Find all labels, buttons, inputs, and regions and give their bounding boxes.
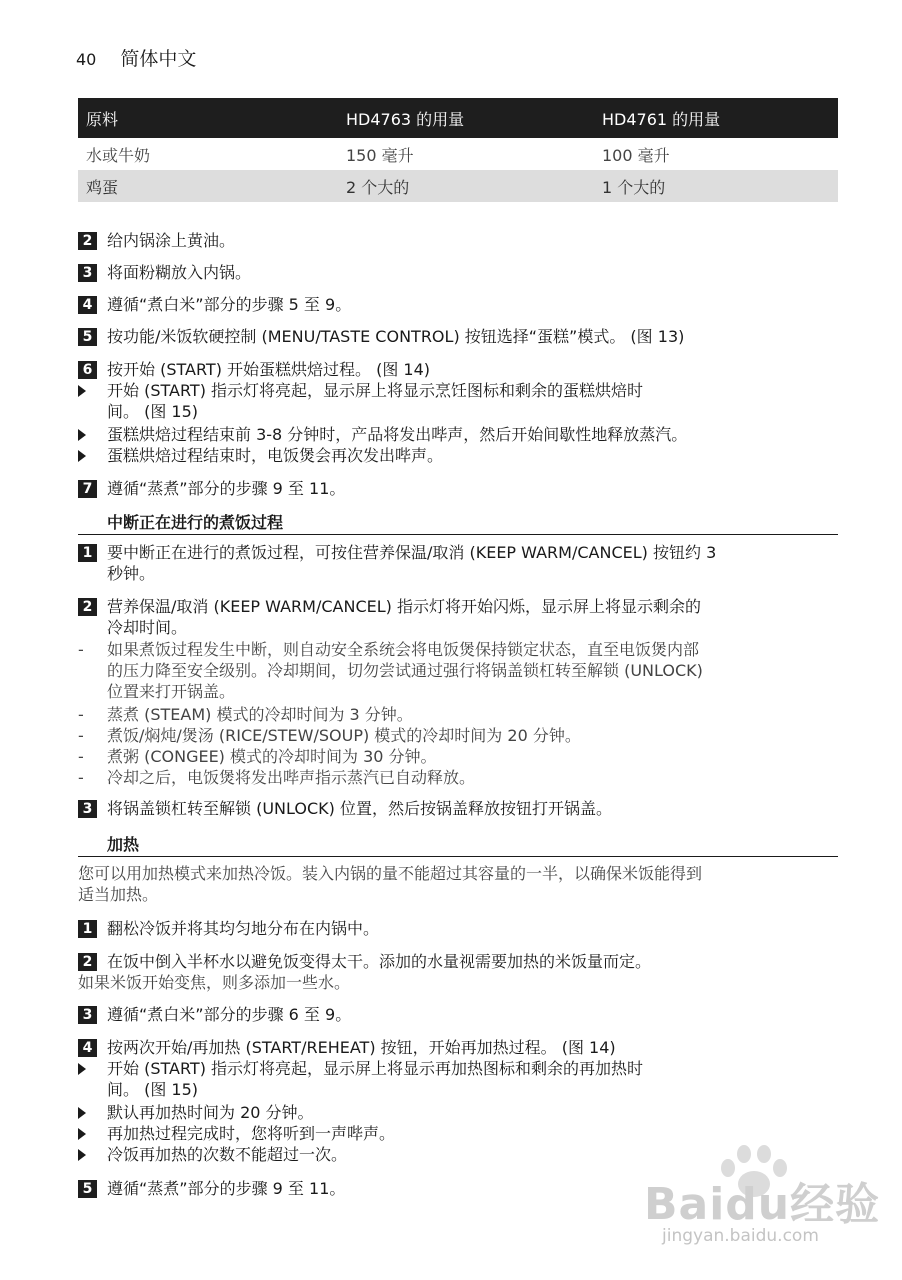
step-text: 按两次开始/再加热 (START/REHEAT) 按钮，开始再加热过程。 (图 14) [107, 1038, 616, 1057]
dash-marker: - [78, 768, 84, 787]
watermark-url: jingyan.baidu.com [662, 1226, 819, 1246]
intro-text-continued: 适当加热。 [78, 885, 159, 904]
note-text: 如果米饭开始变焦，则多添加一些水。 [78, 973, 351, 992]
bullet-text: 开始 (START) 指示灯将亮起，显示屏上将显示再加热图标和剩余的再加热时 [107, 1059, 644, 1078]
bullet-triangle-icon [78, 1128, 86, 1140]
note-text: 煮饭/焖炖/煲汤 (RICE/STEW/SOUP) 模式的冷却时间为 20 分钟。 [107, 726, 581, 745]
step-number-badge: 3 [78, 264, 97, 282]
step-number-badge: 2 [78, 598, 97, 616]
step-text: 遵循“煮白米”部分的步骤 6 至 9。 [107, 1005, 352, 1024]
section-heading: 中断正在进行的煮饭过程 [107, 513, 284, 532]
step-text: 将锅盖锁杠转至解锁 (UNLOCK) 位置，然后按锅盖释放按钮打开锅盖。 [107, 799, 612, 818]
table-header-cell: HD4763 的用量 [338, 98, 594, 138]
step-text: 在饭中倒入半杯水以避免饭变得太干。添加的水量视需要加热的米饭量而定。 [107, 952, 652, 971]
step-number-badge: 4 [78, 296, 97, 314]
bullet-text: 蛋糕烘焙过程结束前 3-8 分钟时，产品将发出哔声，然后开始间歇性地释放蒸汽。 [107, 425, 688, 444]
table-header-row [78, 98, 838, 138]
table-cell: 150 毫升 [346, 145, 414, 165]
note-text: 蒸煮 (STEAM) 模式的冷却时间为 3 分钟。 [107, 705, 413, 724]
section-divider [78, 534, 838, 535]
note-text-continued: 的压力降至安全级别。冷却期间，切勿尝试通过强行将锅盖锁杠转至解锁 (UNLOCK) [107, 661, 703, 680]
bullet-triangle-icon [78, 429, 86, 441]
dash-marker: - [78, 705, 84, 724]
step-number-badge: 6 [78, 361, 97, 379]
bullet-triangle-icon [78, 450, 86, 462]
step-text: 按开始 (START) 开始蛋糕烘焙过程。 (图 14) [107, 360, 431, 379]
step-text: 给内锅涂上黄油。 [107, 231, 236, 250]
bullet-triangle-icon [78, 385, 86, 397]
table-cell: 2 个大的 [338, 170, 594, 202]
table-cell: 水或牛奶 [86, 145, 151, 165]
step-text: 营养保温/取消 (KEEP WARM/CANCEL) 指示灯将开始闪烁，显示屏上将显示剩余的 [107, 597, 701, 616]
section-divider [78, 856, 838, 857]
table-cell: 1 个大的 [594, 170, 838, 202]
bullet-text: 开始 (START) 指示灯将亮起，显示屏上将显示烹饪图标和剩余的蛋糕烘焙时 [107, 381, 644, 400]
ingredient-table [78, 98, 838, 202]
table-row [78, 170, 838, 202]
bullet-text: 冷饭再加热的次数不能超过一次。 [107, 1145, 348, 1164]
step-text: 遵循“煮白米”部分的步骤 5 至 9。 [107, 295, 352, 314]
page-header [76, 44, 196, 71]
bullet-triangle-icon [78, 1149, 86, 1161]
bullet-text: 默认再加热时间为 20 分钟。 [107, 1103, 314, 1122]
dash-marker: - [78, 747, 84, 766]
watermark-brand: Baidu经验 [644, 1179, 881, 1230]
step-number-badge: 3 [78, 800, 97, 818]
dash-marker: - [78, 640, 84, 659]
table-row [78, 138, 838, 170]
step-number-badge: 2 [78, 953, 97, 971]
baidu-watermark [644, 1140, 881, 1250]
note-text: 冷却之后，电饭煲将发出哔声指示蒸汽已自动释放。 [107, 768, 476, 787]
page-language: 简体中文 [120, 48, 197, 70]
bullet-text-continued: 间。 (图 15) [107, 402, 199, 421]
step-number-badge: 4 [78, 1039, 97, 1057]
bullet-text: 蛋糕烘焙过程结束时，电饭煲会再次发出哔声。 [107, 446, 444, 465]
intro-text: 您可以用加热模式来加热冷饭。装入内锅的量不能超过其容量的一半，以确保米饭能得到 [78, 864, 703, 883]
bullet-triangle-icon [78, 1107, 86, 1119]
page-number: 40 [76, 50, 97, 69]
step-number-badge: 2 [78, 232, 97, 250]
step-number-badge: 5 [78, 1180, 97, 1198]
table-header-cell: 原料 [78, 98, 338, 138]
step-number-badge: 1 [78, 920, 97, 938]
step-text: 遵循“蒸煮”部分的步骤 9 至 11。 [107, 1179, 346, 1198]
note-text-continued: 位置来打开锅盖。 [107, 682, 236, 701]
step-text-continued: 秒钟。 [107, 564, 156, 583]
table-cell: 100 毫升 [602, 145, 670, 165]
step-text: 遵循“蒸煮”部分的步骤 9 至 11。 [107, 479, 346, 498]
table-cell: 鸡蛋 [78, 170, 338, 202]
bullet-text: 再加热过程完成时，您将听到一声哔声。 [107, 1124, 396, 1143]
step-number-badge: 3 [78, 1006, 97, 1024]
section-heading: 加热 [107, 835, 140, 854]
table-header-cell: HD4761 的用量 [594, 98, 838, 138]
step-text: 翻松冷饭并将其均匀地分布在内锅中。 [107, 919, 380, 938]
step-number-badge: 5 [78, 328, 97, 346]
bullet-triangle-icon [78, 1063, 86, 1075]
step-number-badge: 7 [78, 480, 97, 498]
step-text: 将面粉糊放入内锅。 [107, 263, 252, 282]
note-text: 煮粥 (CONGEE) 模式的冷却时间为 30 分钟。 [107, 747, 437, 766]
step-text-continued: 冷却时间。 [107, 618, 188, 637]
dash-marker: - [78, 726, 84, 745]
step-text: 按功能/米饭软硬控制 (MENU/TASTE CONTROL) 按钮选择“蛋糕”模式。 (图 13) [107, 327, 685, 346]
step-number-badge: 1 [78, 544, 97, 562]
bullet-text-continued: 间。 (图 15) [107, 1080, 199, 1099]
step-text: 要中断正在进行的煮饭过程，可按住营养保温/取消 (KEEP WARM/CANCEL) 按钮约 3 [107, 543, 717, 562]
note-text: 如果煮饭过程发生中断，则自动安全系统会将电饭煲保持锁定状态，直至电饭煲内部 [107, 640, 700, 659]
